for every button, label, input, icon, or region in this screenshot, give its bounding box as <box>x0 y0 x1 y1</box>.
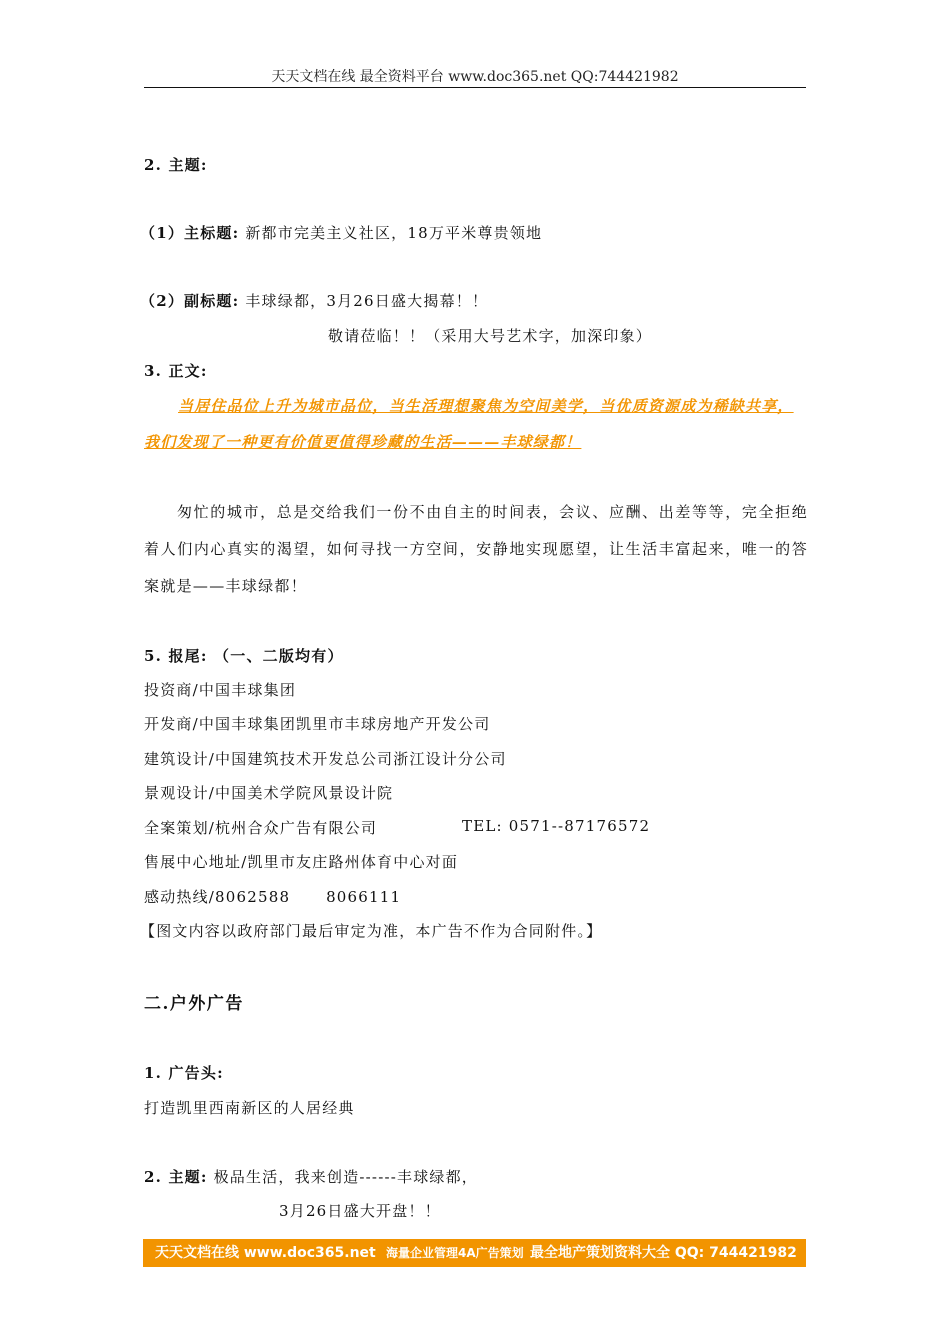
footer-banner <box>143 1239 806 1267</box>
footer-contact: 最全地产策划资料大全 QQ: 744421982 <box>530 1245 797 1261</box>
highlight-line-1: 当居住品位上升为城市品位，当生活理想聚焦为空间美学，当优质资源成为稀缺共享， <box>178 397 794 415</box>
main-title-line <box>140 222 542 243</box>
body-heading: 3. 正文: <box>144 362 208 380</box>
outdoor-theme-text: 极品生活，我来创造------丰球绿都， <box>207 1168 479 1186</box>
outdoor-theme-line-2: 3月26日盛大开盘！！ <box>279 1202 441 1220</box>
outdoor-theme-label: 2. 主题: <box>144 1168 208 1186</box>
tail-item-hotline: 感动热线/8062588 8066111 <box>144 888 402 906</box>
tail-item-developer: 开发商/中国丰球集团凯里市丰球房地产开发公司 <box>144 715 491 733</box>
tail-heading: 5. 报尾: （一、二版均有） <box>144 647 344 665</box>
tail-item-planning: 全案策划/杭州合众广告有限公司 <box>144 819 378 837</box>
highlight-line-2: 我们发现了一种更有价值更值得珍藏的生活———丰球绿都！ <box>144 433 582 451</box>
sub-title-label: （2）副标题: <box>140 292 240 310</box>
tail-item-investor: 投资商/中国丰球集团 <box>144 681 297 699</box>
headline-text: 打造凯里西南新区的人居经典 <box>144 1099 355 1117</box>
footer-slogan: 海量企业管理4A广告策划 <box>386 1246 524 1260</box>
tail-item-landscape: 景观设计/中国美术学院风景设计院 <box>144 784 394 802</box>
tail-item-address: 售展中心地址/凯里市友庄路州体育中心对面 <box>144 853 459 871</box>
tail-tel: TEL: 0571--87176572 <box>462 817 651 835</box>
outdoor-ad-title: 二.户外广告 <box>144 994 244 1014</box>
main-title-label: （1）主标题: <box>140 224 240 242</box>
footer-site: 天天文档在线 www.doc365.net <box>155 1245 376 1261</box>
outdoor-theme-line <box>144 1166 478 1187</box>
theme-heading: 2. 主题: <box>144 156 208 174</box>
sub-title-text: 丰球绿都，3月26日盛大揭幕！！ <box>239 292 489 310</box>
headline-heading: 1. 广告头: <box>144 1064 224 1082</box>
page-header: 天天文档在线 最全资料平台 www.doc365.net QQ:744421982 <box>271 69 679 85</box>
sub-title-line <box>140 290 488 311</box>
tail-item-architecture: 建筑设计/中国建筑技术开发总公司浙江设计分公司 <box>144 750 507 768</box>
header-divider <box>144 87 806 88</box>
invite-line: 敬请莅临！！（采用大号艺术字，加深印象） <box>328 327 653 345</box>
disclaimer: 【图文内容以政府部门最后审定为准，本广告不作为合同附件。】 <box>140 922 603 940</box>
main-title-text: 新都市完美主义社区，18万平米尊贵领地 <box>239 224 543 242</box>
body-paragraph: 匆忙的城市，总是交给我们一份不由自主的时间表，会议、应酬、出差等等，完全拒绝着人们内心真实的渴望，如何寻找一方空间，安静地实现愿望，让生活丰富起来，唯一的答案就是——丰球绿都！ <box>144 503 808 595</box>
